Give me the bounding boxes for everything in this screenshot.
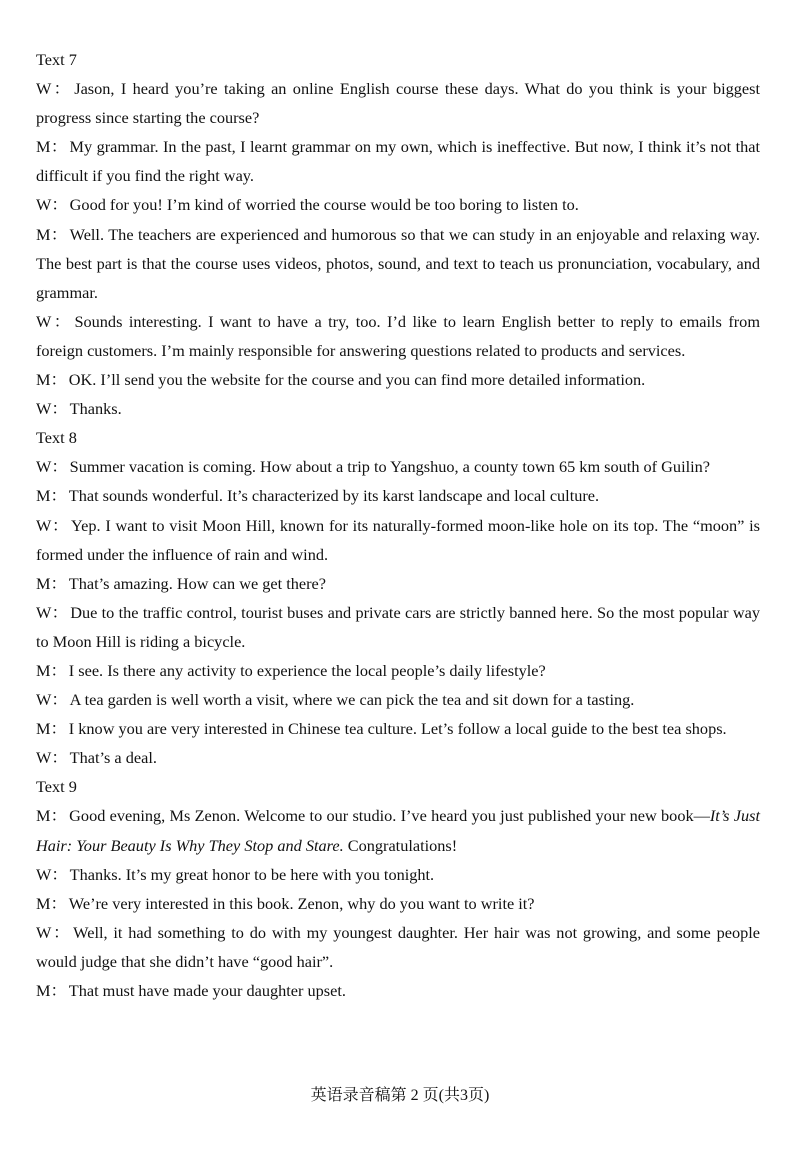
dialogue-line bbox=[36, 307, 760, 365]
dialogue-line bbox=[36, 511, 760, 569]
speaker-separator: ： bbox=[50, 137, 68, 157]
speaker-separator: ： bbox=[51, 922, 72, 942]
speaker-label: W bbox=[36, 602, 52, 622]
dialogue-line bbox=[36, 918, 760, 976]
speaker-separator: ： bbox=[51, 864, 68, 884]
dialogue-line bbox=[36, 889, 760, 918]
line-text: That sounds wonderful. It’s characterized by its karst landscape and local culture. bbox=[68, 486, 600, 506]
speaker-label: M bbox=[36, 660, 51, 680]
speaker-label: W bbox=[36, 922, 52, 942]
dialogue-line bbox=[36, 860, 760, 889]
speaker-separator: ： bbox=[51, 690, 68, 710]
speaker-label: M bbox=[36, 893, 51, 913]
speaker-label: W bbox=[36, 748, 52, 768]
speaker-separator: ： bbox=[51, 748, 68, 768]
speaker-label: W bbox=[36, 690, 52, 710]
dialogue-line bbox=[36, 685, 760, 714]
line-text: OK. I’ll send you the website for the course and you can find more detailed information. bbox=[68, 370, 646, 390]
dialogue-line bbox=[36, 569, 760, 598]
speaker-label: M bbox=[36, 981, 51, 1000]
line-text: A tea garden is well worth a visit, where we can pick the tea and sit down for a tasting. bbox=[69, 690, 635, 710]
speaker-label: W bbox=[36, 515, 52, 535]
speaker-separator: ： bbox=[50, 806, 68, 826]
speaker-separator: ： bbox=[51, 195, 68, 215]
speaker-label: W bbox=[36, 311, 52, 331]
speaker-separator: ： bbox=[50, 224, 68, 244]
speaker-separator: ： bbox=[51, 79, 73, 99]
speaker-separator: ： bbox=[51, 457, 68, 477]
speaker-separator: ： bbox=[50, 981, 67, 1000]
dialogue-line bbox=[36, 743, 760, 772]
speaker-label: W bbox=[36, 79, 52, 99]
speaker-label: W bbox=[36, 195, 52, 215]
line-text: Well, it had something to do with my youngest daughter. Her hair was not growing, and some people would judge that she didn’t have “good hair”. bbox=[36, 922, 760, 971]
transcript-body bbox=[36, 45, 760, 1005]
line-text: That must have made your daughter upset. bbox=[68, 981, 346, 1000]
speaker-separator: ： bbox=[50, 370, 67, 390]
line-text: I know you are very interested in Chinese tea culture. Let’s follow a local guide to the best tea shops. bbox=[68, 719, 727, 739]
book-title: It’s Just Hair: Your Beauty Is Why They Stop and Stare. bbox=[36, 806, 760, 855]
line-text: I see. Is there any activity to experience the local people’s daily lifestyle? bbox=[68, 660, 546, 680]
line-text: We’re very interested in this book. Zenon, why do you want to write it? bbox=[68, 893, 535, 913]
dialogue-line bbox=[36, 976, 760, 1005]
line-text: Thanks. bbox=[69, 399, 122, 419]
line-text: Good for you! I’m kind of worried the course would be too boring to listen to. bbox=[69, 195, 579, 215]
speaker-separator: ： bbox=[51, 602, 69, 622]
speaker-label: W bbox=[36, 864, 52, 884]
line-text: Yep. I want to visit Moon Hill, known for its naturally-formed moon-like hole on its top. The “moon” is formed under the influence of rain and wind. bbox=[36, 515, 760, 564]
line-text: Good evening, Ms Zenon. Welcome to our studio. I’ve heard you just published your new book— bbox=[69, 806, 710, 826]
section-heading: Text 8 bbox=[36, 428, 77, 448]
line-text: Sounds interesting. I want to have a try, too. I’d like to learn English better to reply to emails from foreign customers. I’m mainly responsible for answering questions related to products and services. bbox=[36, 311, 760, 360]
speaker-label: M bbox=[36, 224, 51, 244]
speaker-separator: ： bbox=[50, 719, 67, 739]
dialogue-line bbox=[36, 656, 760, 685]
speaker-label: M bbox=[36, 486, 51, 506]
line-text: Due to the traffic control, tourist buses and private cars are strictly banned here. So the most popular way to Moon Hill is riding a bicycle. bbox=[36, 602, 760, 651]
speaker-separator: ： bbox=[50, 893, 67, 913]
dialogue-line bbox=[36, 190, 760, 219]
dialogue-line bbox=[36, 714, 760, 743]
speaker-separator: ： bbox=[50, 573, 67, 593]
line-text: That’s amazing. How can we get there? bbox=[68, 573, 327, 593]
speaker-label: M bbox=[36, 370, 51, 390]
speaker-label: M bbox=[36, 719, 51, 739]
line-text-after: Congratulations! bbox=[343, 835, 458, 855]
dialogue-line bbox=[36, 481, 760, 510]
speaker-label: W bbox=[36, 457, 52, 477]
speaker-separator: ： bbox=[51, 311, 73, 331]
speaker-separator: ： bbox=[51, 399, 68, 419]
dialogue-line bbox=[36, 132, 760, 190]
dialogue-line bbox=[36, 365, 760, 394]
dialogue-line bbox=[36, 598, 760, 656]
line-text: My grammar. In the past, I learnt grammar on my own, which is ineffective. But now, I think it’s not that difficult if you find the right way. bbox=[36, 137, 760, 186]
page-footer: 英语录音稿第 2 页(共3页) bbox=[310, 1087, 490, 1104]
dialogue-line bbox=[36, 452, 760, 481]
line-text: Summer vacation is coming. How about a trip to Yangshuo, a county town 65 km south of Guilin? bbox=[69, 457, 711, 477]
dialogue-line bbox=[36, 74, 760, 132]
speaker-separator: ： bbox=[51, 515, 70, 535]
speaker-separator: ： bbox=[50, 660, 67, 680]
speaker-label: M bbox=[36, 806, 51, 826]
line-text: Thanks. It’s my great honor to be here with you tonight. bbox=[69, 864, 435, 884]
dialogue-line bbox=[36, 394, 760, 423]
speaker-label: M bbox=[36, 137, 51, 157]
speaker-separator: ： bbox=[50, 486, 67, 506]
section-heading: Text 7 bbox=[36, 50, 77, 69]
line-text: That’s a deal. bbox=[69, 748, 157, 768]
dialogue-line bbox=[36, 801, 760, 859]
section-heading: Text 9 bbox=[36, 777, 77, 797]
speaker-label: M bbox=[36, 573, 51, 593]
line-text: Jason, I heard you’re taking an online English course these days. What do you think is your biggest progress since starting the course? bbox=[36, 79, 760, 128]
dialogue-line bbox=[36, 220, 760, 307]
line-text: Well. The teachers are experienced and humorous so that we can study in an enjoyable and relaxing way. The best part is that the course uses videos, photos, sound, and text to teach us pronunciation, vocabulary, and grammar. bbox=[36, 224, 760, 302]
speaker-label: W bbox=[36, 399, 52, 419]
